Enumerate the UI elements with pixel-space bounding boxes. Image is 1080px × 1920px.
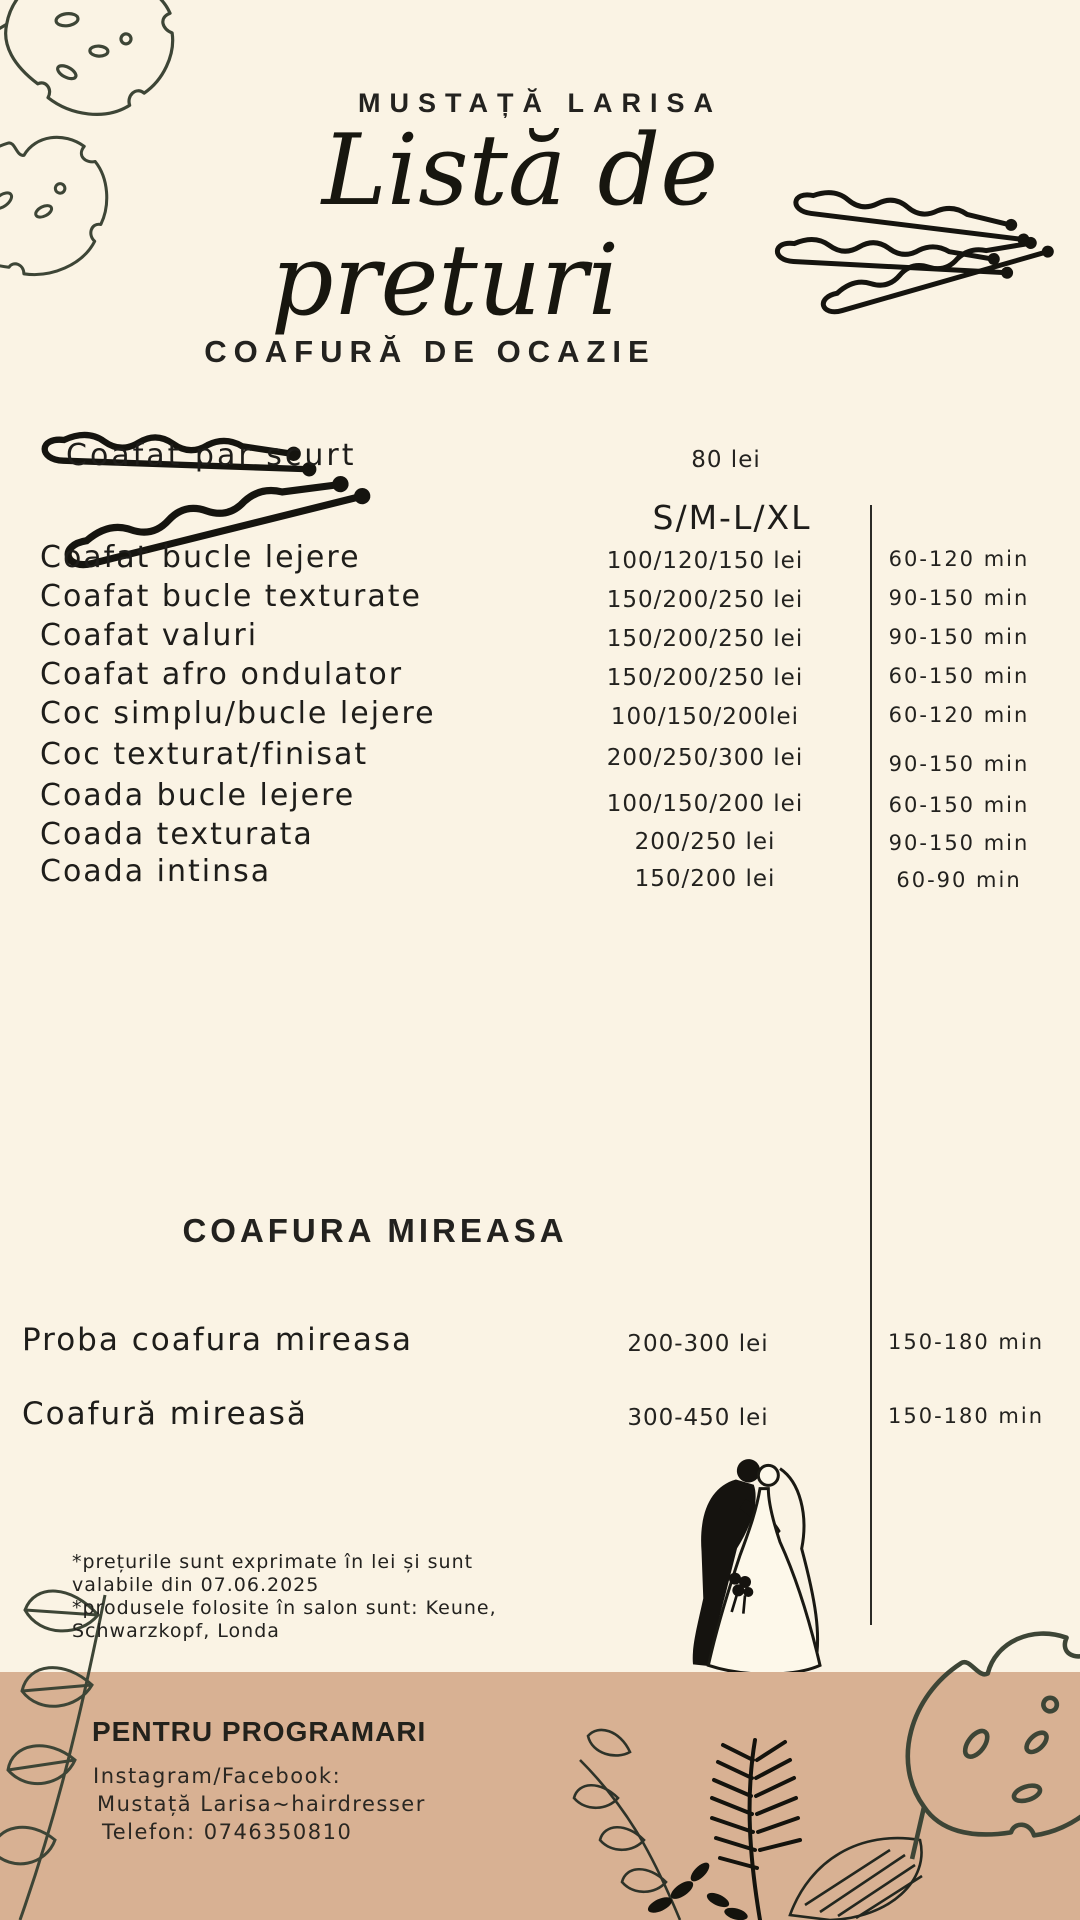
service-price: 80 lei bbox=[691, 447, 761, 473]
table-row bbox=[0, 854, 1080, 896]
service-price: 150/200/250 lei bbox=[606, 587, 804, 613]
service-price: 150/200 lei bbox=[634, 866, 776, 892]
brand-name: MUSTAȚĂ LARISA bbox=[358, 88, 722, 118]
table-row bbox=[0, 696, 1080, 738]
service-name: Coafat bucle texturate bbox=[40, 579, 422, 614]
service-price: 100/120/150 lei bbox=[606, 548, 804, 574]
service-duration: 60-150 min bbox=[888, 664, 1030, 688]
note-line: *prețurile sunt exprimate în lei și sunt bbox=[72, 1551, 474, 1573]
service-price: 100/150/200 lei bbox=[606, 791, 804, 817]
section-title-mireasa: COAFURA MIREASA bbox=[182, 1212, 568, 1249]
service-name: Coc simplu/bucle lejere bbox=[40, 696, 436, 731]
service-duration: 150-180 min bbox=[887, 1330, 1045, 1354]
service-name: Coafat par scurt bbox=[66, 438, 357, 473]
table-row bbox=[0, 618, 1080, 660]
service-name: Coafat bucle lejere bbox=[40, 540, 361, 575]
service-name: Coada bucle lejere bbox=[40, 778, 356, 813]
service-duration: 60-90 min bbox=[896, 868, 1022, 892]
note-line: Schwarzkopf, Londa bbox=[72, 1620, 280, 1642]
service-name: Coc texturat/finisat bbox=[40, 737, 369, 772]
note-line: *produsele folosite în salon sunt: Keune, bbox=[72, 1597, 497, 1619]
service-duration: 60-150 min bbox=[888, 793, 1030, 817]
service-price: 150/200/250 lei bbox=[606, 665, 804, 691]
size-header: S/M-L/XL bbox=[652, 498, 812, 537]
service-price: 200-300 lei bbox=[627, 1331, 769, 1357]
service-duration: 90-150 min bbox=[888, 586, 1030, 610]
monstera-leaf-icon bbox=[855, 1615, 1080, 1920]
service-name: Coada texturata bbox=[40, 817, 314, 852]
table-row bbox=[0, 540, 1080, 582]
service-price: 300-450 lei bbox=[627, 1405, 769, 1431]
service-name: Coafură mireasă bbox=[22, 1396, 308, 1432]
section-title-ocazie: COAFURĂ DE OCAZIE bbox=[204, 334, 656, 369]
table-row bbox=[0, 1322, 1080, 1368]
service-duration: 90-150 min bbox=[888, 831, 1030, 855]
service-name: Coafat valuri bbox=[40, 618, 259, 653]
note-line: valabile din 07.06.2025 bbox=[72, 1574, 320, 1596]
page-title-line1: Listă de bbox=[321, 114, 719, 228]
table-row bbox=[0, 657, 1080, 699]
bride-groom-icon bbox=[640, 1452, 840, 1672]
service-price: 200/250 lei bbox=[634, 829, 776, 855]
service-duration: 90-150 min bbox=[888, 752, 1030, 776]
service-duration: 60-120 min bbox=[888, 547, 1030, 571]
footer-phone: Telefon: 0746350810 bbox=[102, 1820, 353, 1844]
table-row bbox=[0, 817, 1080, 859]
table-row bbox=[0, 737, 1080, 779]
service-price: 150/200/250 lei bbox=[606, 626, 804, 652]
table-row bbox=[0, 778, 1080, 820]
price-notes bbox=[72, 1551, 542, 1643]
footer-heading: PENTRU PROGRAMARI bbox=[92, 1716, 427, 1747]
service-duration: 90-150 min bbox=[888, 625, 1030, 649]
service-price: 200/250/300 lei bbox=[606, 745, 804, 771]
table-row bbox=[0, 438, 1080, 480]
footer-social-label: Instagram/Facebook: bbox=[93, 1764, 342, 1788]
footer-social-handle: Mustață Larisa~hairdresser bbox=[97, 1792, 426, 1816]
service-duration: 60-120 min bbox=[888, 703, 1030, 727]
service-duration: 150-180 min bbox=[887, 1404, 1045, 1428]
service-name: Coada intinsa bbox=[40, 854, 272, 889]
service-price: 100/150/200lei bbox=[610, 704, 800, 730]
page-title-line2: preturi bbox=[270, 224, 620, 338]
table-row bbox=[0, 1396, 1080, 1442]
table-row bbox=[0, 579, 1080, 621]
service-name: Proba coafura mireasa bbox=[22, 1322, 413, 1358]
service-name: Coafat afro ondulator bbox=[40, 657, 404, 692]
